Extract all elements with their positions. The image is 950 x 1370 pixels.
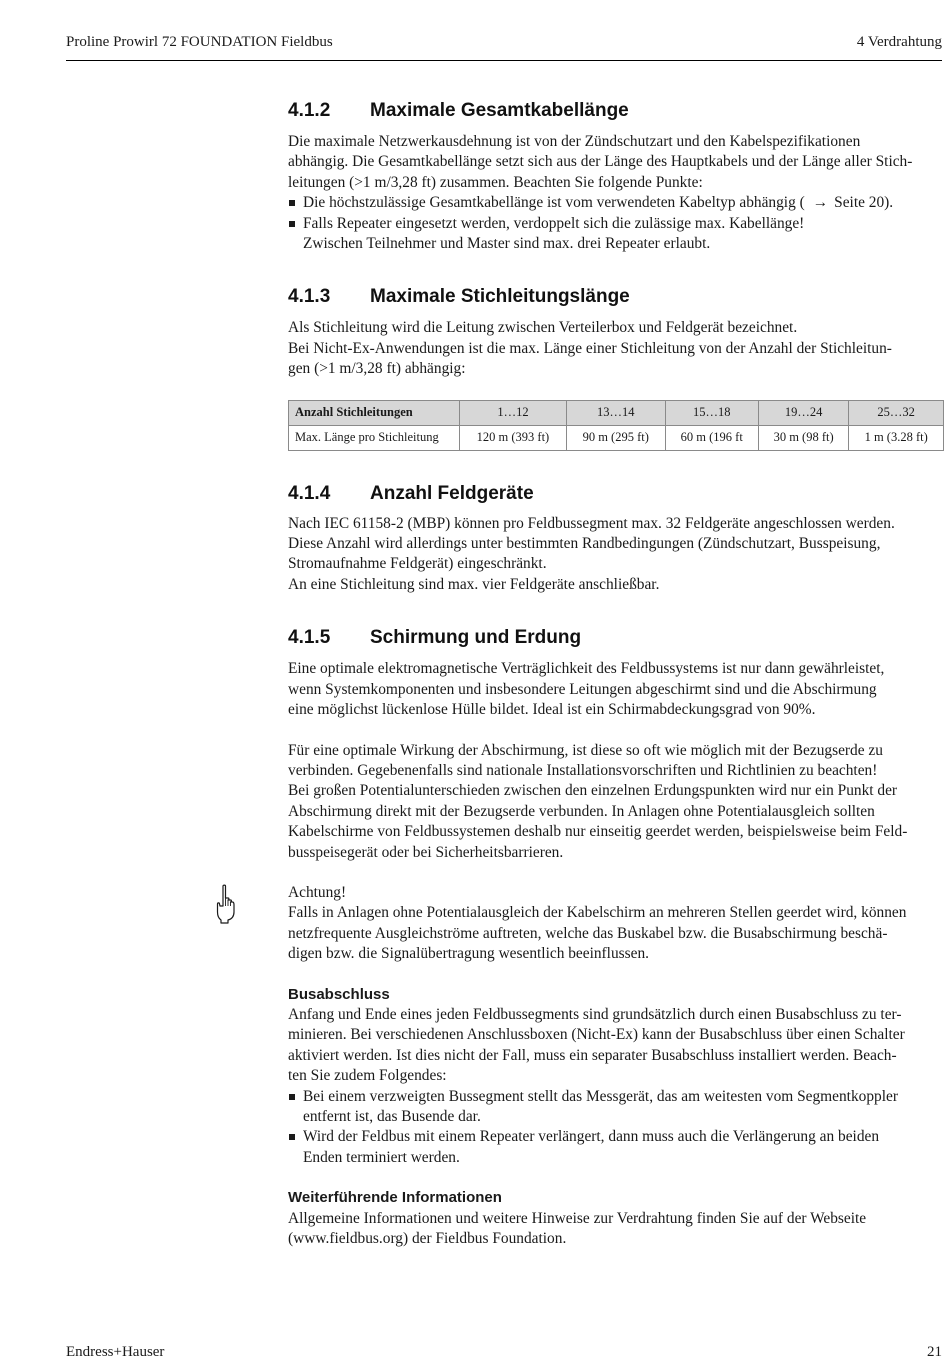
page-content: [288, 98, 942, 1249]
para-line: verbinden. Gegebenenfalls sind nationale Installationsvorschriften und Richtlinien zu beachten!: [288, 761, 878, 779]
table-header-row: [289, 400, 944, 425]
subheading-busabschluss: Busabschluss: [288, 985, 390, 1003]
para-line: Anfang und Ende eines jeden Feldbussegments sind grundsätzlich durch einen Busabschluss zu ter-: [288, 1005, 902, 1023]
warning-line: Falls in Anlagen ohne Potentialausgleich der Kabelschirm an mehreren Stellen geerdet wird, können: [288, 904, 907, 922]
para-line: gen (>1 m/3,28 ft) abhängig:: [288, 360, 466, 378]
warning-line: netzfrequente Ausgleichströme auftreten, welche das Buskabel bzw. die Busabschirmung beschä-: [288, 924, 888, 942]
bullet-list: [288, 1087, 942, 1169]
para-line: Stromaufnahme Feldgerät) eingeschränkt.: [288, 555, 547, 573]
table-cell: 90 m (295 ft): [566, 425, 665, 450]
list-item: Wird der Feldbus mit einem Repeater verlängert, dann muss auch die Verlängerung an beiden Enden terminiert werden.: [288, 1127, 942, 1168]
table-header-cell: 19…24: [758, 400, 849, 425]
table-header-cell: 25…32: [849, 400, 944, 425]
para-line: abhängig. Die Gesamtkabellänge setzt sich aus der Länge des Hauptkabels und der Länge aller Stich-: [288, 153, 913, 171]
table-header-cell: 1…12: [460, 400, 567, 425]
table-cell: 60 m (196 ft: [665, 425, 758, 450]
table-header-cell: 13…14: [566, 400, 665, 425]
footer-page-number: 21: [927, 1344, 942, 1360]
para-line: busspeisegerät oder bei Sicherheitsbarrieren.: [288, 843, 564, 861]
para-line: ten Sie zudem Folgendes:: [288, 1067, 447, 1085]
heading-4-1-3: 4.1.3 Maximale Stichleitungslänge: [288, 286, 630, 308]
warning-title: Achtung!: [288, 883, 347, 901]
para-line: Eine optimale elektromagnetische Verträglichkeit des Feldbussystems ist nur dann gewährleistet,: [288, 660, 885, 678]
bullet-list: [288, 193, 942, 234]
para-line: Als Stichleitung wird die Leitung zwischen Verteilerbox und Feldgerät bezeichnet.: [288, 319, 798, 337]
table-header-cell: 15…18: [665, 400, 758, 425]
header-chapter: 4 Verdrahtung: [856, 34, 942, 50]
table-header-cell: Anzahl Stichleitungen: [289, 400, 460, 425]
para-line: Abschirmung direkt mit der Bezugserde verbunden. In Anlagen ohne Potentialausgleich sollten: [288, 802, 875, 820]
table-row: [289, 425, 944, 450]
subheading-weiterfuehrende-informationen: Weiterführende Informationen: [288, 1189, 502, 1207]
para-line: Bei großen Potentialunterschieden zwischen den einzelnen Erdungspunkten wird nur ein Punkt der: [288, 782, 898, 800]
table-cell: 120 m (393 ft): [460, 425, 567, 450]
list-item: Falls Repeater eingesetzt werden, verdoppelt sich die zulässige max. Kabellänge!: [288, 214, 942, 234]
footer-company: Endress+Hauser: [66, 1344, 165, 1360]
para-line: eine möglichst lückenlose Hülle bildet. Ideal ist ein Schirmabdeckungsgrad von 90%.: [288, 701, 816, 719]
para-line: (www.fieldbus.org) der Fieldbus Foundation.: [288, 1230, 567, 1248]
stub-length-table: [288, 400, 944, 451]
para-line: An eine Stichleitung sind max. vier Feldgeräte anschließbar.: [288, 575, 660, 593]
heading-4-1-5: 4.1.5 Schirmung und Erdung: [288, 627, 582, 649]
warning-line: digen bzw. die Signalübertragung wesentlich beeinflussen.: [288, 945, 650, 963]
list-item: Die höchstzulässige Gesamtkabellänge ist vom verwendeten Kabeltyp abhängig ( → Seite 20).: [288, 193, 942, 213]
para-line: Bei Nicht-Ex-Anwendungen ist die max. Länge einer Stichleitung von der Anzahl der Stichleitun-: [288, 339, 892, 357]
para-line: minieren. Bei verschiedenen Anschlussboxen (Nicht-Ex) kann der Busabschluss über einen Schalter: [288, 1026, 905, 1044]
para-line: wenn Systemkomponenten und insbesondere Leitungen abgeschirmt sind und die Abschirmung: [288, 680, 877, 698]
table-cell: 30 m (98 ft): [758, 425, 849, 450]
heading-4-1-2: 4.1.2 Maximale Gesamtkabellänge: [288, 100, 629, 121]
para-line: Kabelschirme von Feldbussystemen deshalb nur einseitig geerdet werden, beispielsweise beim Feld-: [288, 823, 908, 841]
para-line: Nach IEC 61158-2 (MBP) können pro Feldbussegment max. 32 Feldgeräte angeschlossen werden.: [288, 514, 895, 532]
para-line: Allgemeine Informationen und weitere Hinweise zur Verdrahtung finden Sie auf der Webseite: [288, 1209, 867, 1227]
para-line: leitungen (>1 m/3,28 ft) zusammen. Beachten Sie folgende Punkte:: [288, 173, 703, 191]
heading-4-1-4: 4.1.4 Anzahl Feldgeräte: [288, 482, 534, 504]
list-item-continuation: Zwischen Teilnehmer und Master sind max. drei Repeater erlaubt.: [303, 235, 711, 253]
para-line: Diese Anzahl wird allerdings unter bestimmten Randbedingungen (Zündschutzart, Busspeisung,: [288, 535, 881, 553]
para-line: aktiviert werden. Ist dies nicht der Fall, muss ein separater Busabschluss installiert werden. Beach-: [288, 1046, 897, 1064]
list-item: Bei einem verzweigten Bussegment stellt das Messgerät, das am weitesten vom Segmentkoppler entfernt ist, das Busende dar.: [288, 1087, 942, 1128]
table-cell: Max. Länge pro Stichleitung: [289, 425, 460, 450]
header-rule: [66, 60, 942, 61]
para-line: Für eine optimale Wirkung der Abschirmung, ist diese so oft wie möglich mit der Bezugserde zu: [288, 741, 883, 759]
page-reference[interactable]: Seite 20).: [834, 194, 894, 212]
table-cell: 1 m (3.28 ft): [849, 425, 944, 450]
arrow-right-icon: →: [812, 194, 829, 212]
para-line: Die maximale Netzwerkausdehnung ist von der Zündschutzart und den Kabelspezifikationen: [288, 133, 861, 150]
header-doc-title: Proline Prowirl 72 FOUNDATION Fieldbus: [66, 34, 333, 50]
pointing-hand-icon: [214, 884, 238, 924]
